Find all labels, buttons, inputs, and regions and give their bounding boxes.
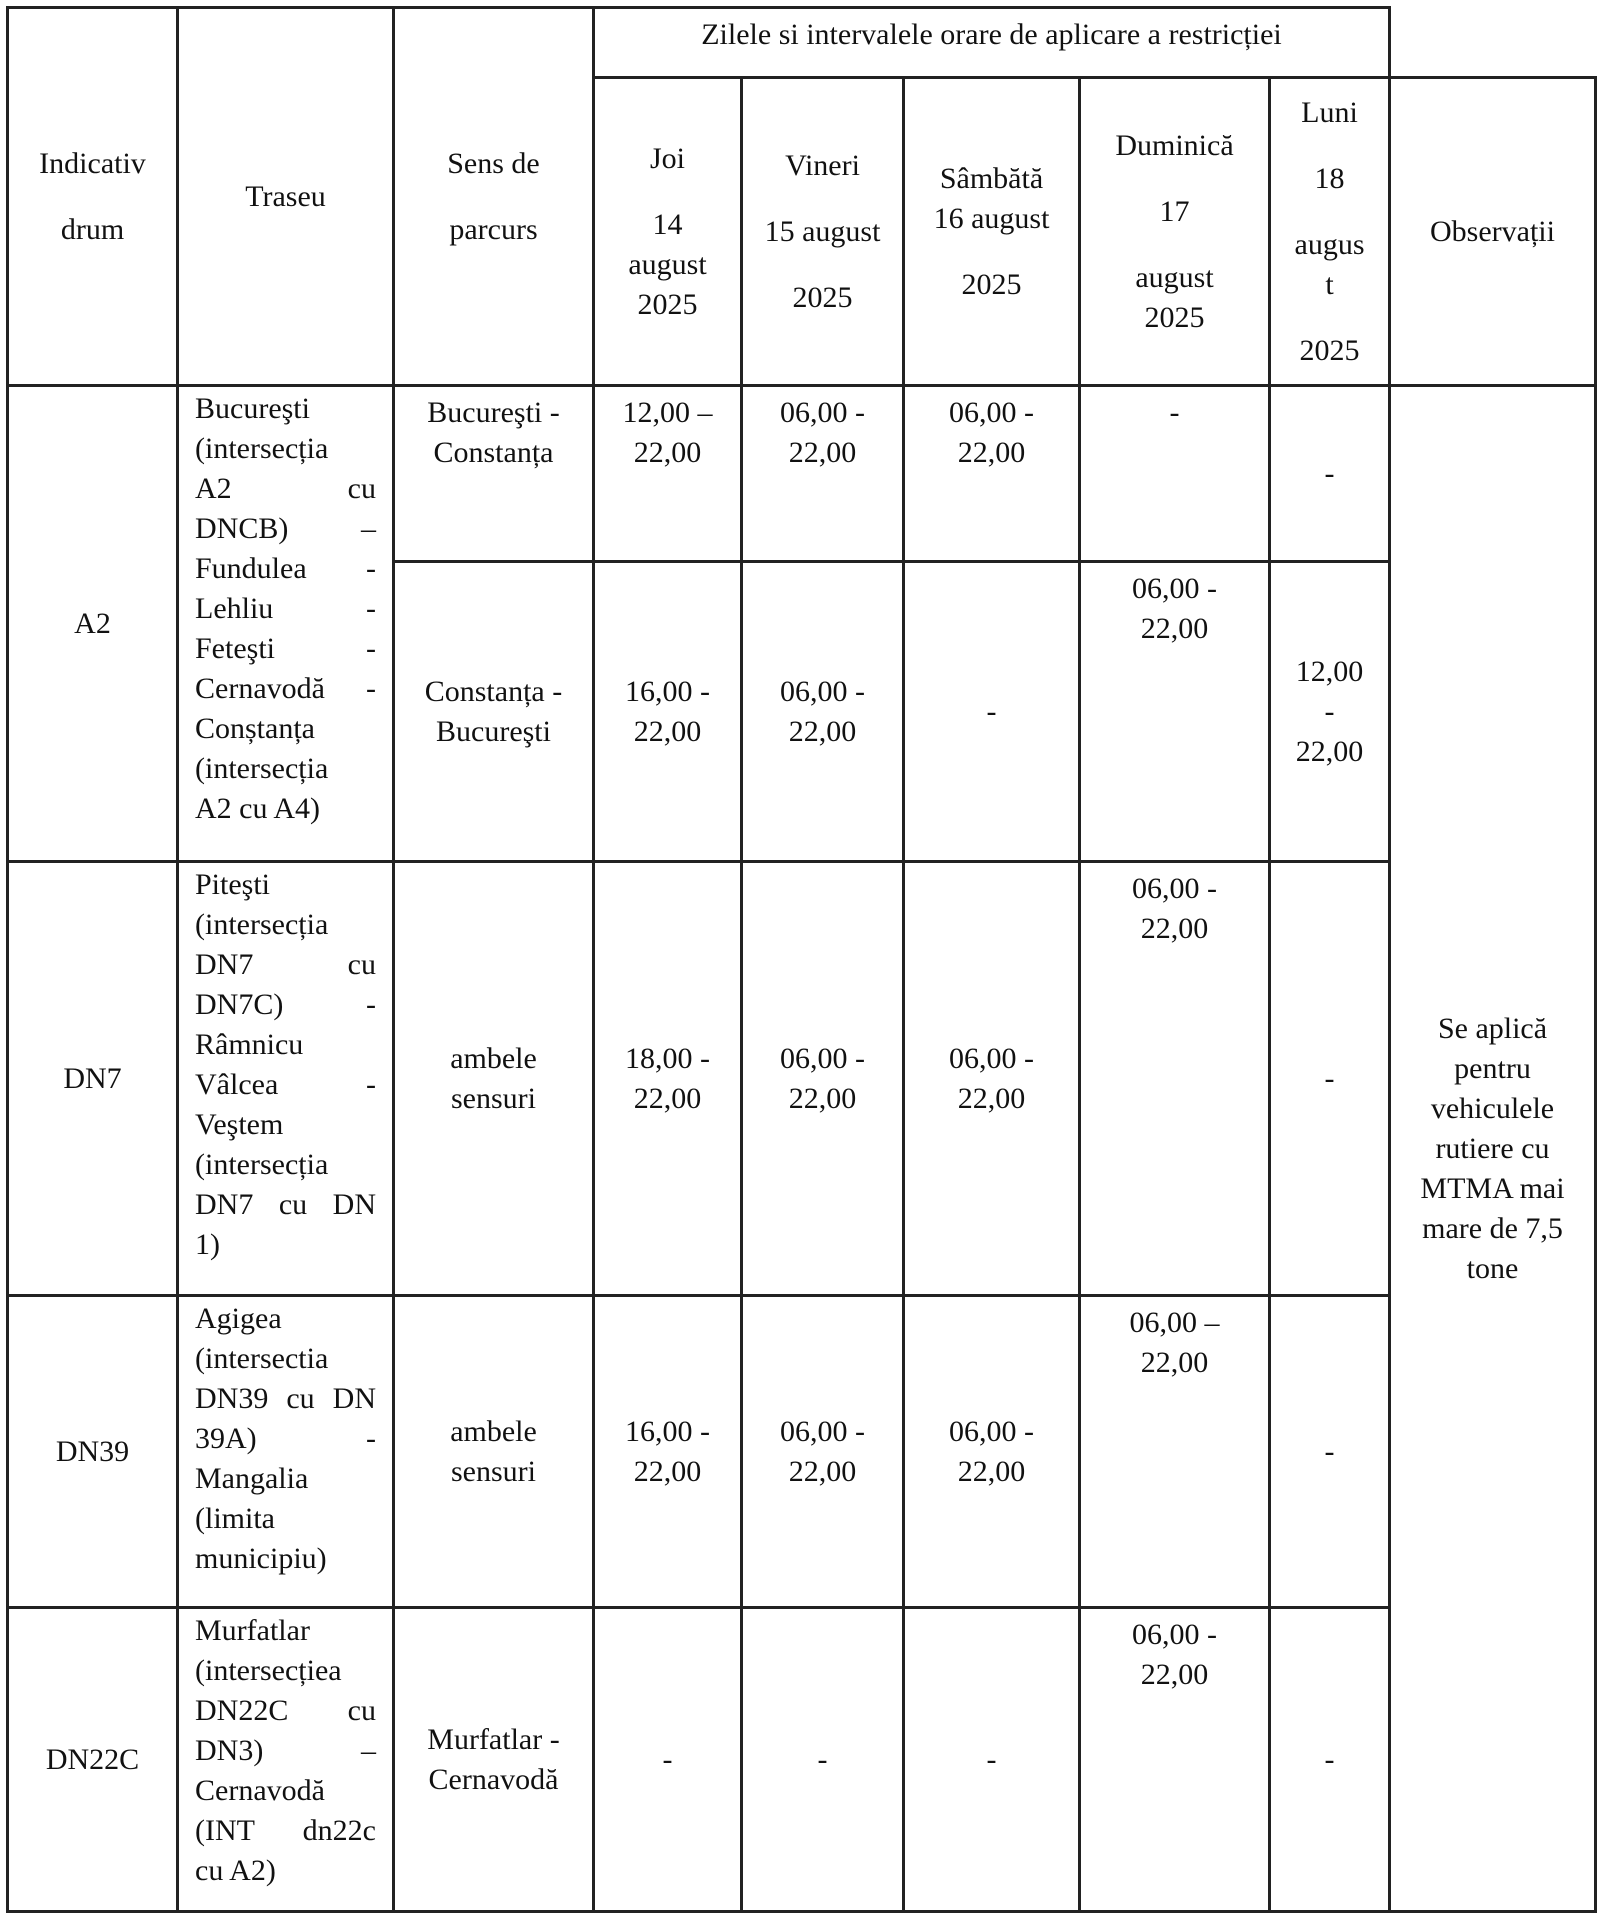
header-sens: Sens de parcurs — [394, 8, 594, 386]
a2-buc-cta-vineri: 06,00 - 22,00 — [742, 386, 904, 562]
observatii-note: Se aplică pentru vehiculele rutiere cu MTMA mai mare de 7,5 tone — [1390, 386, 1596, 1912]
a2-cta-buc-sambata: - — [904, 562, 1080, 862]
header-zile-group: Zilele si intervalele orare de aplicare a restricției — [594, 8, 1390, 78]
dn22c-joi: - — [594, 1608, 742, 1912]
dn22c-sambata: - — [904, 1608, 1080, 1912]
restriction-table — [6, 6, 1597, 1913]
sens-dn39: ambele sensuri — [394, 1296, 594, 1608]
road-dn7: DN7 — [8, 862, 178, 1296]
dn39-vineri: 06,00 - 22,00 — [742, 1296, 904, 1608]
dn7-sambata: 06,00 - 22,00 — [904, 862, 1080, 1296]
header-day-luni: Luni 18 augus t 2025 — [1270, 78, 1390, 386]
road-dn22c: DN22C — [8, 1608, 178, 1912]
a2-buc-cta-sambata: 06,00 - 22,00 — [904, 386, 1080, 562]
sens-dn22c: Murfatlar - Cernavodă — [394, 1608, 594, 1912]
route-a2: Bucureşti (intersecția A2 cu DNCB) – Fundulea - Lehliu - Feteşti - Cernavodă - Conștanța (intersecția A2 cu A4) — [178, 386, 394, 862]
header-indicativ: Indicativ drum — [8, 8, 178, 386]
dn7-vineri: 06,00 - 22,00 — [742, 862, 904, 1296]
dn39-joi: 16,00 - 22,00 — [594, 1296, 742, 1608]
sens-dn7: ambele sensuri — [394, 862, 594, 1296]
header-day-vineri: Vineri 15 august 2025 — [742, 78, 904, 386]
a2-cta-buc-vineri: 06,00 - 22,00 — [742, 562, 904, 862]
dn39-duminica: 06,00 – 22,00 — [1080, 1296, 1270, 1608]
dn22c-luni: - — [1270, 1608, 1390, 1912]
dn39-luni: - — [1270, 1296, 1390, 1608]
dn7-duminica: 06,00 - 22,00 — [1080, 862, 1270, 1296]
route-dn22c: Murfatlar (intersecțiea DN22C cu DN3) – Cernavodă (INT dn22c cu A2) — [178, 1608, 394, 1912]
a2-buc-cta-luni: - — [1270, 386, 1390, 562]
a2-buc-cta-joi: 12,00 – 22,00 — [594, 386, 742, 562]
dn39-sambata: 06,00 - 22,00 — [904, 1296, 1080, 1608]
dn22c-vineri: - — [742, 1608, 904, 1912]
header-traseu: Traseu — [178, 8, 394, 386]
road-a2: A2 — [8, 386, 178, 862]
header-day-joi: Joi 14 august 2025 — [594, 78, 742, 386]
header-observatii: Observații — [1390, 78, 1596, 386]
header-day-duminica: Duminică 17 august 2025 — [1080, 78, 1270, 386]
header-day-sambata: Sâmbătă 16 august 2025 — [904, 78, 1080, 386]
sens-a2-cta-buc: Constanța - Bucureşti — [394, 562, 594, 862]
dn22c-duminica: 06,00 - 22,00 — [1080, 1608, 1270, 1912]
route-dn7: Piteşti (intersecția DN7 cu DN7C) - Râmnicu Vâlcea - Veştem (intersecția DN7 cu DN 1) — [178, 862, 394, 1296]
a2-cta-buc-luni: 12,00 - 22,00 — [1270, 562, 1390, 862]
dn7-joi: 18,00 - 22,00 — [594, 862, 742, 1296]
route-dn39: Agigea (intersectia DN39 cu DN 39A) - Mangalia (limita municipiu) — [178, 1296, 394, 1608]
a2-cta-buc-joi: 16,00 - 22,00 — [594, 562, 742, 862]
a2-cta-buc-duminica: 06,00 - 22,00 — [1080, 562, 1270, 862]
dn7-luni: - — [1270, 862, 1390, 1296]
header-blank-corner — [1390, 8, 1596, 78]
road-dn39: DN39 — [8, 1296, 178, 1608]
a2-buc-cta-duminica: - — [1080, 386, 1270, 562]
sens-a2-buc-cta: Bucureşti - Constanța — [394, 386, 594, 562]
